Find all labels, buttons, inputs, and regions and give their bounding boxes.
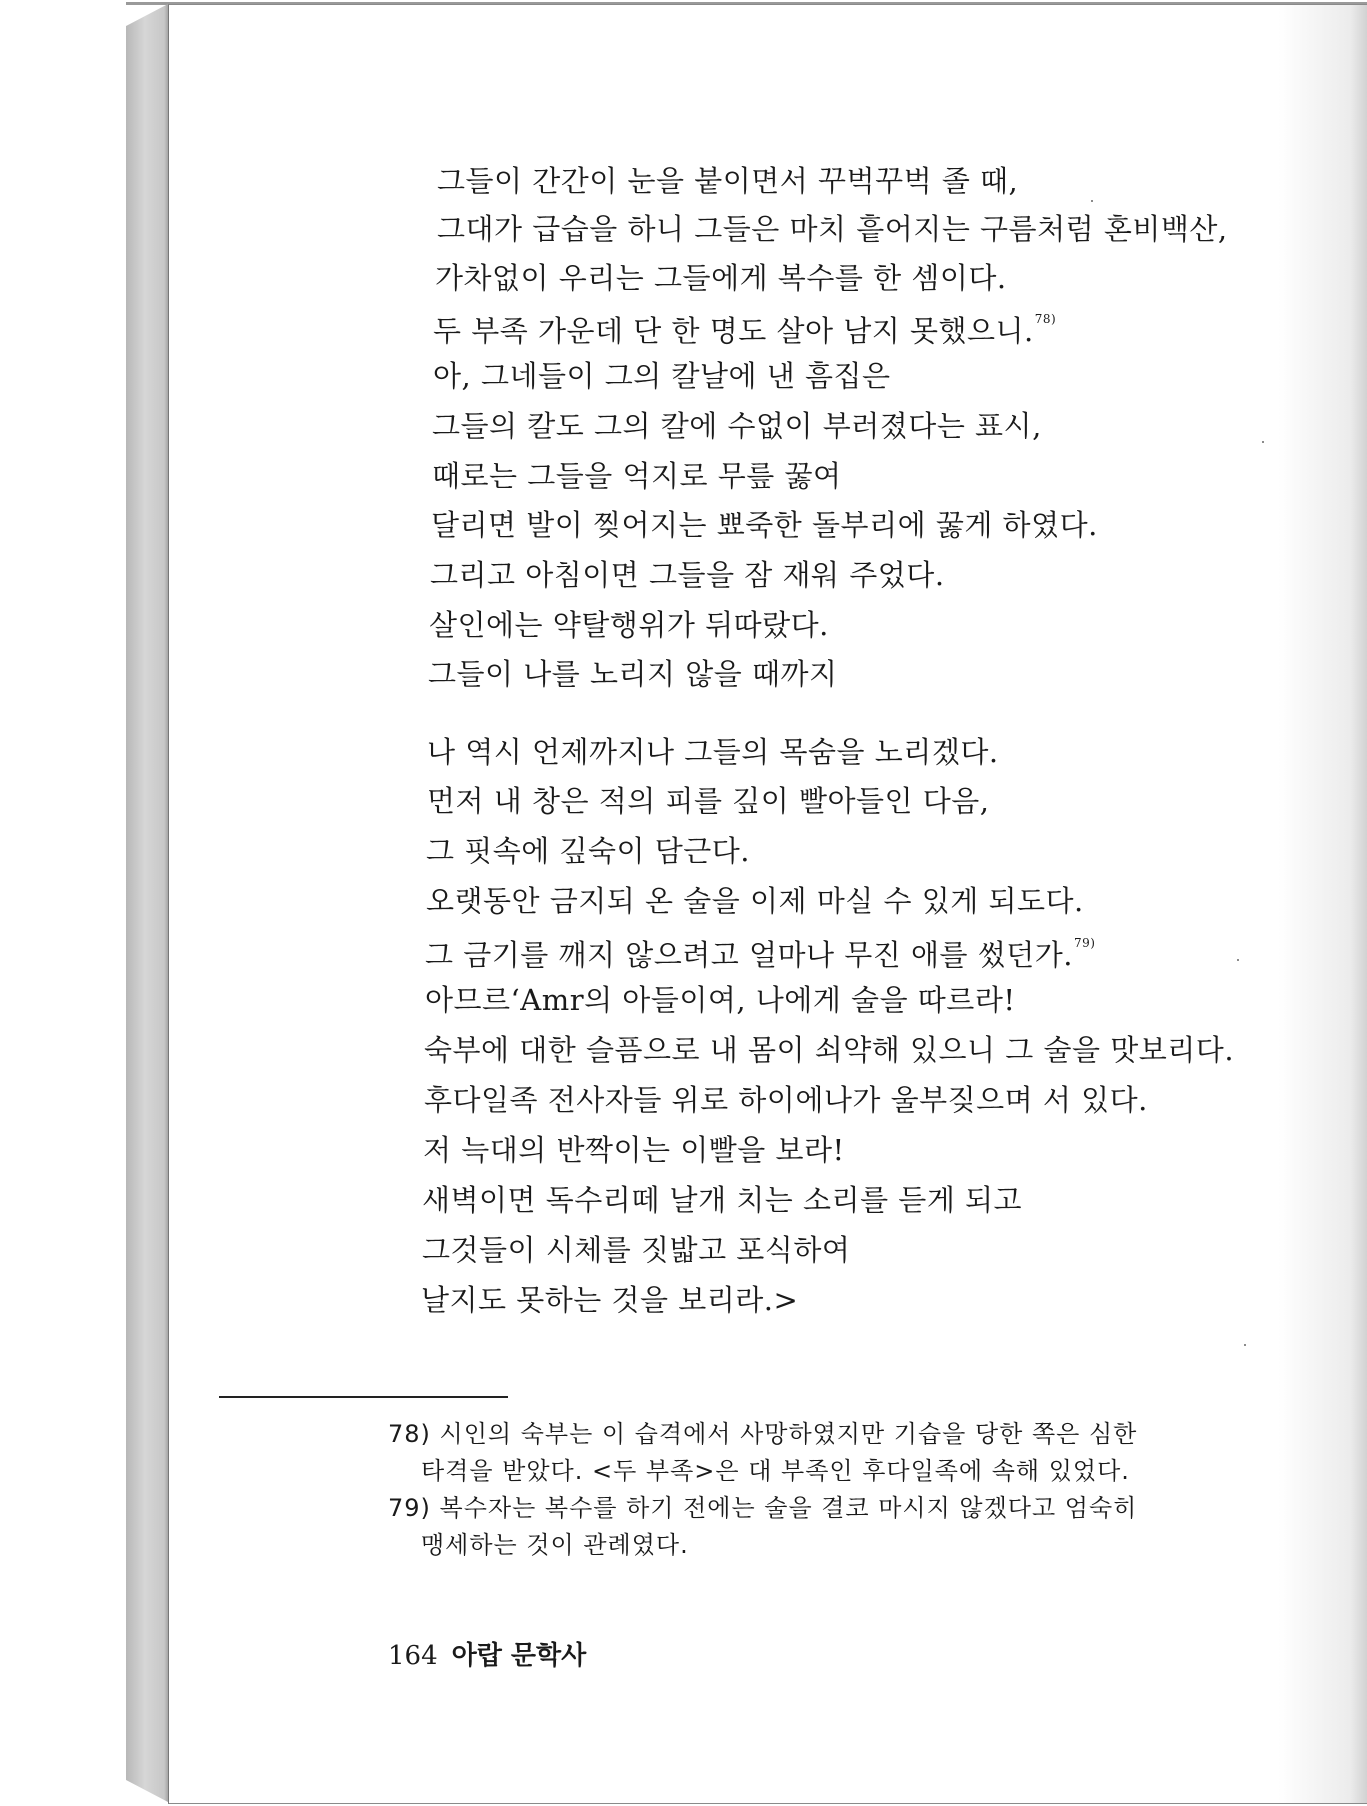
poem-line: 아므르‘Amr의 아들이여, 나에게 술을 따르라! xyxy=(425,983,1016,1017)
page-footer xyxy=(388,1635,586,1672)
poem-line: 저 늑대의 반짝이는 이빨을 보라! xyxy=(423,1133,845,1167)
poem-line: 달리면 발이 찢어지는 뾰죽한 돌부리에 꿇게 하였다. xyxy=(431,508,1098,542)
poem-line: 가차없이 우리는 그들에게 복수를 한 셈이다. xyxy=(435,261,1007,295)
scan-speck xyxy=(1091,200,1093,202)
poem-line: 오랫동안 금지되 온 술을 이제 마실 수 있게 되도다. xyxy=(426,884,1084,918)
poem-line: 그것들이 시체를 짓밟고 포식하여 xyxy=(422,1233,851,1267)
poem-line: 그들이 나를 노리지 않을 때까지 xyxy=(428,657,838,691)
footnote-mark-78: 78) xyxy=(1034,312,1057,326)
poem-line: 그 핏속에 깊숙이 담근다. xyxy=(426,834,751,868)
poem-line: 그대가 급습을 하니 그들은 마치 흩어지는 구름처럼 혼비백산, xyxy=(437,212,1228,246)
poem-line: 살인에는 약탈행위가 뒤따랐다. xyxy=(429,608,829,642)
poem-line: 날지도 못하는 것을 보리라.> xyxy=(421,1283,799,1317)
poem-line: 숙부에 대한 슬픔으로 내 몸이 쇠약해 있으니 그 술을 맛보리다. xyxy=(424,1033,1235,1067)
footnote-79-line-1: 79) 복수자는 복수를 하기 전에는 술을 결코 마시지 않겠다고 엄숙히 xyxy=(388,1494,1138,1522)
poem-line: 먼저 내 창은 적의 피를 깊이 빨아들인 다음, xyxy=(427,784,990,818)
poem-line: 새벽이면 독수리떼 날개 치는 소리를 듣게 되고 xyxy=(422,1183,1023,1217)
footnote-78-line-1: 78) 시인의 숙부는 이 습격에서 사망하였지만 기습을 당한 쪽은 심한 xyxy=(388,1420,1138,1448)
poem-line: 그들의 칼도 그의 칼에 수없이 부러졌다는 표시, xyxy=(432,409,1042,443)
poem-line: 후다일족 전사자들 위로 하이에나가 울부짖으며 서 있다. xyxy=(424,1083,1148,1117)
poem-line: 그리고 아침이면 그들을 잠 재워 주었다. xyxy=(430,558,945,592)
poem-line-with-footnote xyxy=(425,937,1095,970)
scan-speck xyxy=(1237,959,1239,961)
poem-line-text: 그 금기를 깨지 않으려고 얼마나 무진 애를 썼던가. xyxy=(425,938,1074,972)
poem-line: 아, 그네들이 그의 칼날에 낸 흠집은 xyxy=(433,359,891,393)
poem-line-with-footnote xyxy=(433,313,1056,346)
poem-line: 때로는 그들을 억지로 무릎 꿇여 xyxy=(432,459,842,493)
poem-line: 나 역시 언제까지나 그들의 목숨을 노리겠다. xyxy=(427,735,999,769)
poem-line-text: 두 부족 가운데 단 한 명도 살아 남지 못했으니. xyxy=(433,314,1034,348)
footnote-79-line-2: 맹세하는 것이 관례였다. xyxy=(421,1531,689,1559)
scan-speck xyxy=(1262,441,1264,443)
footnote-78-line-2: 타격을 받았다. <두 부족>은 대 부족인 후다일족에 속해 있었다. xyxy=(421,1457,1130,1485)
footnote-separator xyxy=(219,1396,508,1398)
page-number: 164 xyxy=(388,1641,438,1671)
footnote-mark-79: 79) xyxy=(1074,936,1096,950)
scan-speck xyxy=(1244,1344,1246,1346)
book-title: 아랍 문학사 xyxy=(451,1641,587,1671)
poem-line: 그들이 간간이 눈을 붙이면서 꾸벅꾸벅 졸 때, xyxy=(437,164,1019,198)
